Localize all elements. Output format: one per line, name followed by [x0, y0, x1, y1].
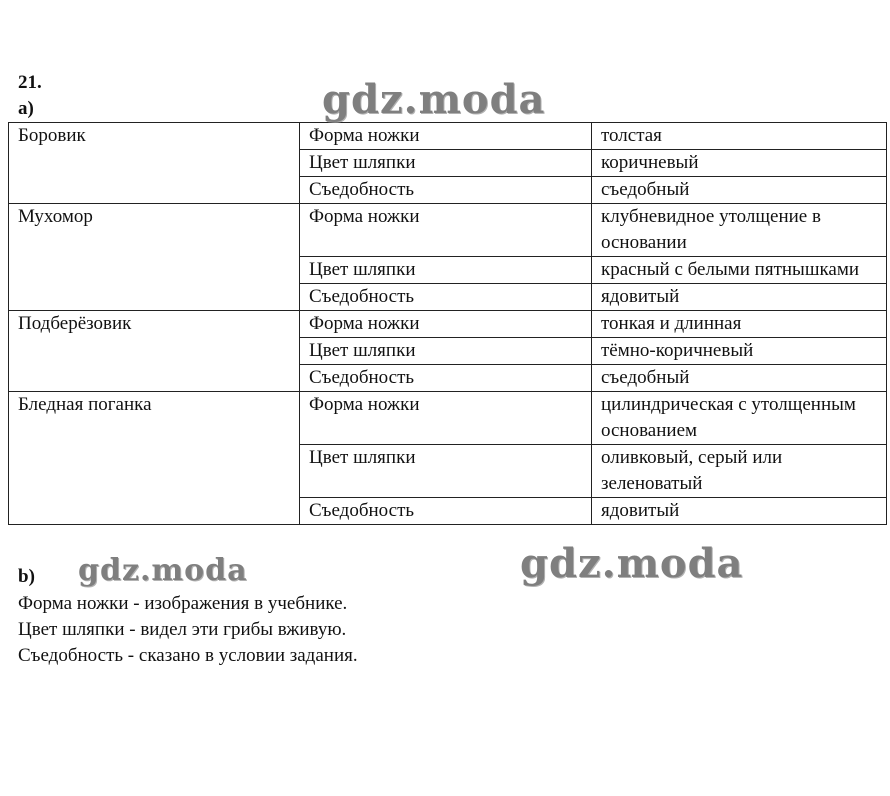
value-cell: ядовитый: [592, 498, 887, 525]
part-a-label: а): [18, 98, 34, 119]
feature-cell: Цвет шляпки: [300, 445, 592, 498]
value-cell: съедобный: [592, 177, 887, 204]
value-cell: толстая: [592, 123, 887, 150]
explanation-line: Съедобность - сказано в условии задания.: [18, 645, 358, 666]
feature-cell: Форма ножки: [300, 311, 592, 338]
feature-cell: Форма ножки: [300, 204, 592, 257]
table-row: [9, 123, 887, 150]
task-number: 21.: [18, 72, 42, 93]
feature-cell: Цвет шляпки: [300, 257, 592, 284]
mushroom-name: Бледная поганка: [9, 392, 300, 525]
feature-cell: Съедобность: [300, 177, 592, 204]
table-row: [9, 204, 887, 257]
explanation-line: Цвет шляпки - видел эти грибы вживую.: [18, 619, 347, 640]
value-cell: коричневый: [592, 150, 887, 177]
watermark-logo: gdz.moda: [322, 76, 546, 123]
value-cell: клубневидное утолщение в основании: [592, 204, 887, 257]
feature-cell: Цвет шляпки: [300, 338, 592, 365]
part-b-label: b): [18, 566, 35, 587]
value-cell: тонкая и длинная: [592, 311, 887, 338]
value-cell: красный с белыми пятнышками: [592, 257, 887, 284]
feature-cell: Съедобность: [300, 498, 592, 525]
feature-cell: Цвет шляпки: [300, 150, 592, 177]
value-cell: съедобный: [592, 365, 887, 392]
feature-cell: Форма ножки: [300, 123, 592, 150]
mushroom-name: Боровик: [9, 123, 300, 204]
value-cell: оливковый, серый или зеленоватый: [592, 445, 887, 498]
table-row: [9, 392, 887, 445]
feature-cell: Съедобность: [300, 365, 592, 392]
value-cell: ядовитый: [592, 284, 887, 311]
mushroom-name: Подберёзовик: [9, 311, 300, 392]
mushroom-table: [8, 122, 887, 525]
watermark-logo: gdz.moda: [520, 540, 744, 587]
feature-cell: Съедобность: [300, 284, 592, 311]
value-cell: тёмно-коричневый: [592, 338, 887, 365]
mushroom-name: Мухомор: [9, 204, 300, 311]
table-row: [9, 311, 887, 338]
feature-cell: Форма ножки: [300, 392, 592, 445]
explanations: [18, 591, 358, 669]
value-cell: цилиндрическая с утолщенным основанием: [592, 392, 887, 445]
explanation-line: Форма ножки - изображения в учебнике.: [18, 593, 348, 614]
watermark-logo: gdz.moda: [78, 553, 248, 588]
